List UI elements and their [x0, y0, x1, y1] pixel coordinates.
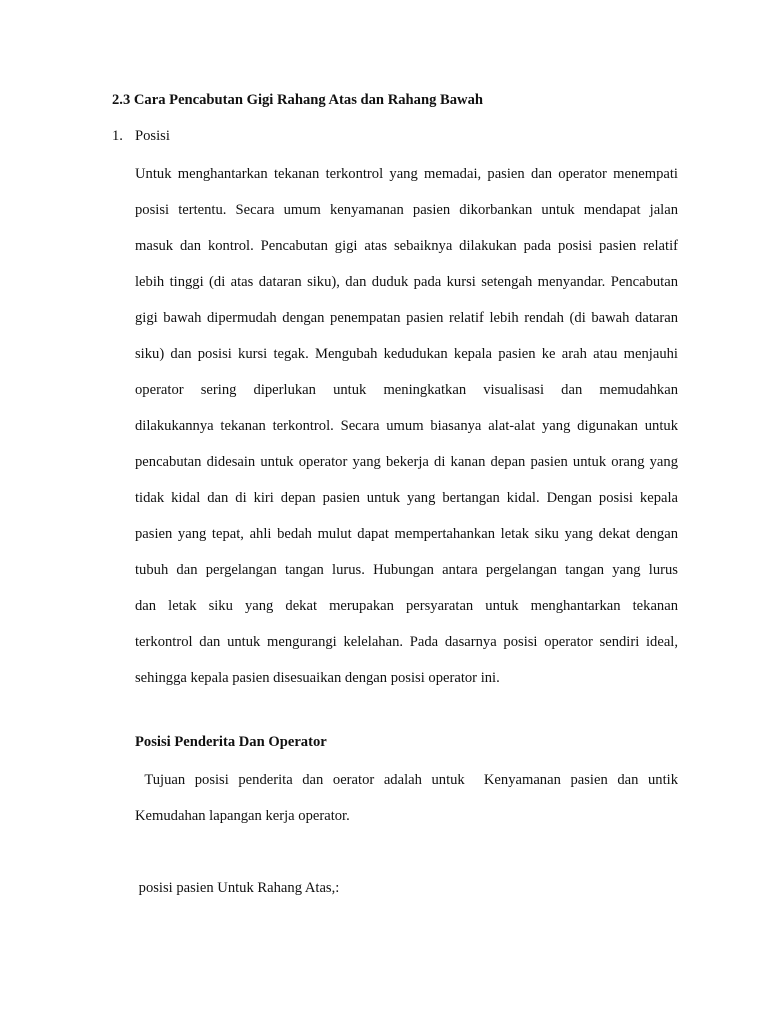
paragraph-line: dilakukannya tekanan terkontrol. Secara umum biasanya alat-alat yang digunakan untuk — [135, 418, 678, 434]
list-item-number: 1. — [112, 128, 123, 144]
paragraph-line: dan letak siku yang dekat merupakan persyaratan untuk menghantarkan tekanan — [135, 598, 678, 614]
paragraph-line: terkontrol dan untuk mengurangi kelelahan. Pada dasarnya posisi operator sendiri ideal, — [135, 634, 678, 650]
list-item-label: Posisi — [135, 128, 170, 144]
paragraph-line: masuk dan kontrol. Pencabutan gigi atas sebaiknya dilakukan pada posisi pasien relatif — [135, 238, 678, 254]
subheading: Posisi Penderita Dan Operator — [135, 734, 327, 750]
paragraph-line: tubuh dan pergelangan tangan lurus. Hubungan antara pergelangan tangan yang lurus — [135, 562, 678, 578]
paragraph-line: sehingga kepala pasien disesuaikan dengan posisi operator ini. — [135, 670, 500, 686]
paragraph-line: pencabutan didesain untuk operator yang bekerja di kanan depan pasien untuk orang yang — [135, 454, 678, 470]
paragraph-line: siku) dan posisi kursi tegak. Mengubah kedudukan kepala pasien ke arah atau menjauhi — [135, 346, 678, 362]
paragraph-line: Untuk menghantarkan tekanan terkontrol yang memadai, pasien dan operator menempati — [135, 166, 678, 182]
paragraph-body — [135, 164, 678, 704]
paragraph-line: operator sering diperlukan untuk meningkatkan visualisasi dan memudahkan — [135, 382, 678, 398]
upper-jaw-paragraph — [135, 878, 678, 914]
paragraph-line: lebih tinggi (di atas dataran siku), dan duduk pada kursi setengah menyandar. Pencabutan — [135, 274, 678, 290]
paragraph-line: tidak kidal dan di kiri depan pasien untuk yang bertangan kidal. Dengan posisi kepala — [135, 490, 678, 506]
purpose-paragraph — [135, 770, 678, 842]
paragraph-line: posisi tertentu. Secara umum kenyamanan pasien dikorbankan untuk mendapat jalan — [135, 202, 678, 218]
paragraph-line: pasien yang tepat, ahli bedah mulut dapat mempertahankan letak siku yang dekat dengan — [135, 526, 678, 542]
paragraph-line: posisi pasien Untuk Rahang Atas,: — [135, 880, 340, 896]
paragraph-line: Kemudahan lapangan kerja operator. — [135, 808, 350, 824]
section-heading: 2.3 Cara Pencabutan Gigi Rahang Atas dan Rahang Bawah — [112, 92, 483, 108]
paragraph-line: gigi bawah dipermudah dengan penempatan pasien relatif lebih rendah (di bawah dataran — [135, 310, 678, 326]
paragraph-line: Tujuan posisi penderita dan oerator adalah untuk Kenyamanan pasien dan untik — [135, 772, 678, 788]
